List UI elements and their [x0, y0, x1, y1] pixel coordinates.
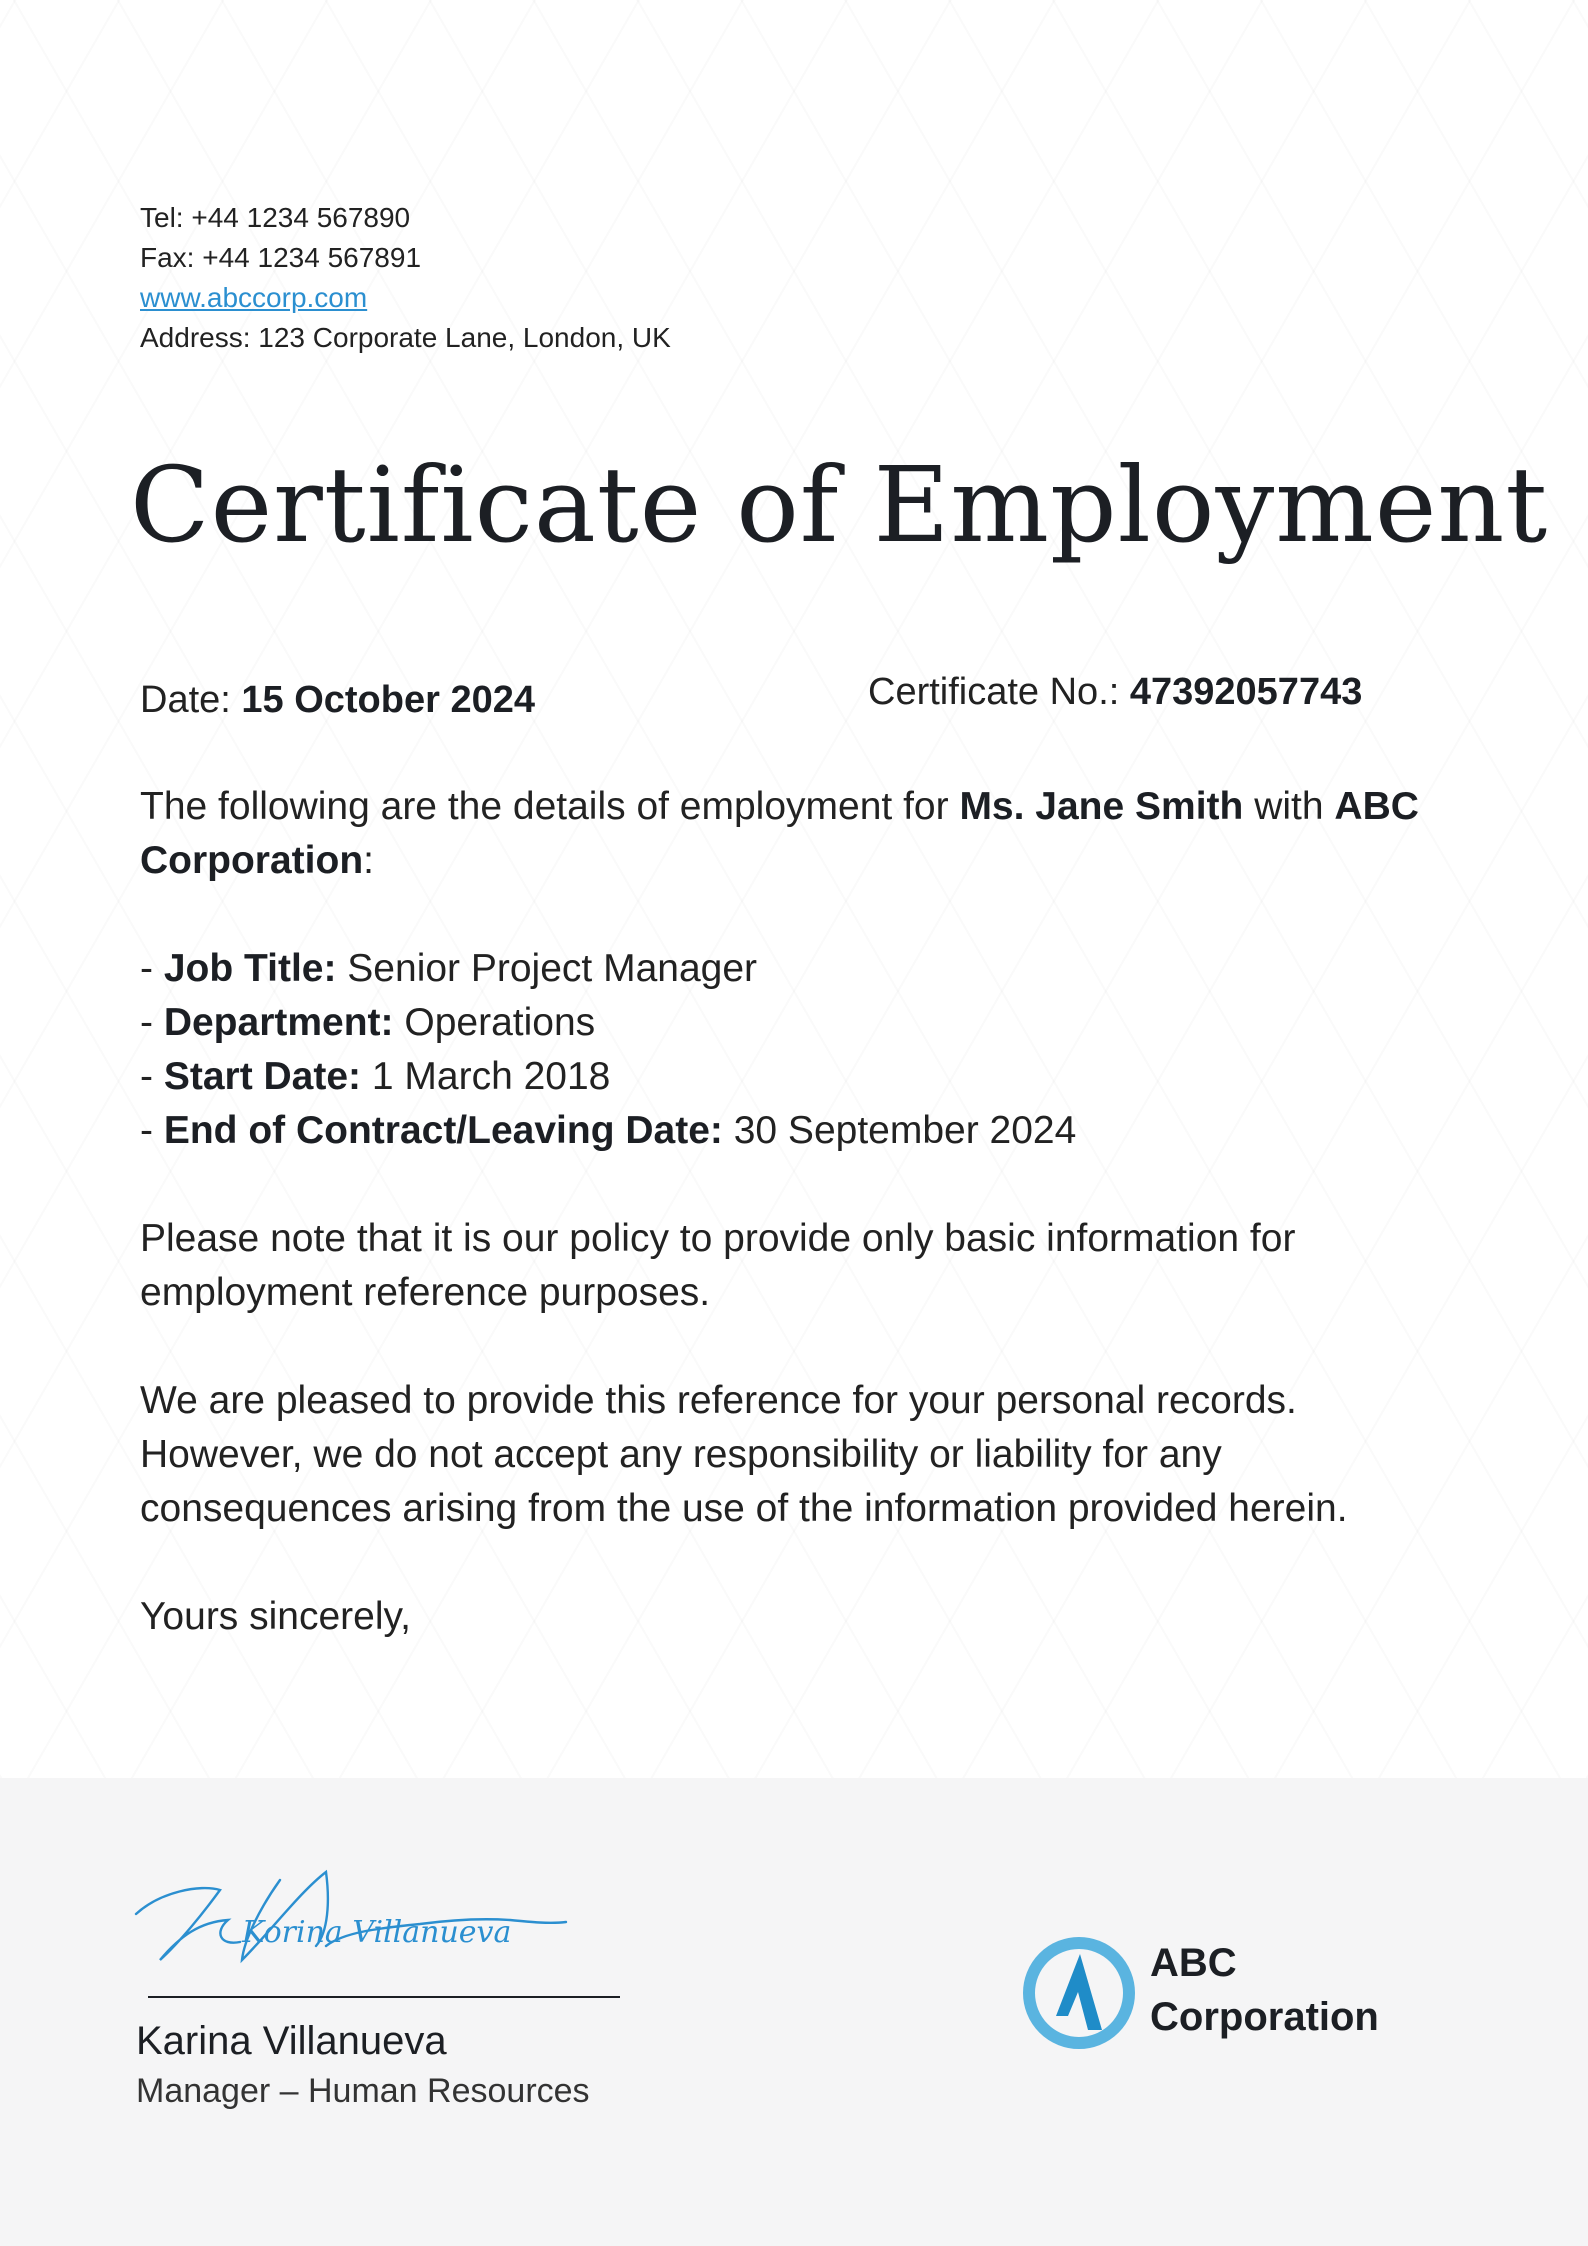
- signer-name: Karina Villanueva: [136, 2019, 447, 2063]
- intro-paragraph: [140, 780, 1450, 888]
- certificate-body: [140, 780, 1450, 1698]
- list-item: - Job Title: Senior Project Manager: [140, 947, 758, 990]
- detail-value: 30 September 2024: [733, 1109, 1077, 1152]
- cert-value: 47392057743: [1129, 671, 1363, 713]
- issue-date: [140, 672, 535, 728]
- contact-fax: Fax: +44 1234 567891: [140, 242, 422, 273]
- website-link[interactable]: www.abccorp.com: [140, 282, 368, 313]
- logo-line-2: Corporation: [1150, 1995, 1379, 2039]
- closing-line: Yours sincerely,: [140, 1595, 411, 1638]
- detail-label: Start Date:: [163, 1055, 362, 1098]
- employee-name: Ms. Jane Smith: [959, 785, 1244, 828]
- detail-label: Department:: [163, 1001, 394, 1044]
- document-title: Certificate of Employment: [130, 444, 1549, 566]
- handwritten-signature: [130, 1862, 570, 1972]
- company-logo-text: [1150, 1936, 1379, 2044]
- company-logo-icon: [1020, 1934, 1138, 2052]
- list-item: - End of Contract/Leaving Date: 30 September 2024: [140, 1109, 1077, 1152]
- list-item: - Department: Operations: [140, 1001, 596, 1044]
- cert-label: Certificate No.:: [868, 671, 1120, 713]
- detail-value: Senior Project Manager: [347, 947, 758, 990]
- policy-paragraph: Please note that it is our policy to provide only basic information for employment reference purposes.: [140, 1217, 1296, 1314]
- intro-suffix: :: [363, 839, 374, 882]
- contact-tel: Tel: +44 1234 567890: [140, 202, 411, 233]
- logo-line-1: ABC: [1150, 1941, 1237, 1985]
- intro-prefix: The following are the details of employment for: [140, 785, 949, 828]
- detail-value: Operations: [404, 1001, 596, 1044]
- list-item: - Start Date: 1 March 2018: [140, 1055, 611, 1098]
- employment-details-list: [140, 942, 1450, 1158]
- intro-middle: with: [1254, 785, 1324, 828]
- detail-label: End of Contract/Leaving Date:: [163, 1109, 723, 1152]
- date-value: 15 October 2024: [241, 679, 535, 721]
- detail-label: Job Title:: [163, 947, 337, 990]
- detail-value: 1 March 2018: [371, 1055, 611, 1098]
- date-label: Date:: [140, 679, 231, 721]
- company-name: ABC Corporation: [140, 785, 1419, 882]
- svg-text:Korina Villanueva: Korina Villanueva: [242, 1915, 512, 1950]
- signature-line: [148, 1996, 620, 1998]
- certificate-number: [868, 664, 1362, 720]
- disclaimer-paragraph: We are pleased to provide this reference for your personal records. However, we do not accept any responsibility or liability for any consequences arising from the use of the information provided herein.: [140, 1379, 1348, 1530]
- signer-role: Manager – Human Resources: [136, 2072, 590, 2110]
- contact-block: [140, 198, 671, 358]
- contact-address: Address: 123 Corporate Lane, London, UK: [140, 322, 671, 353]
